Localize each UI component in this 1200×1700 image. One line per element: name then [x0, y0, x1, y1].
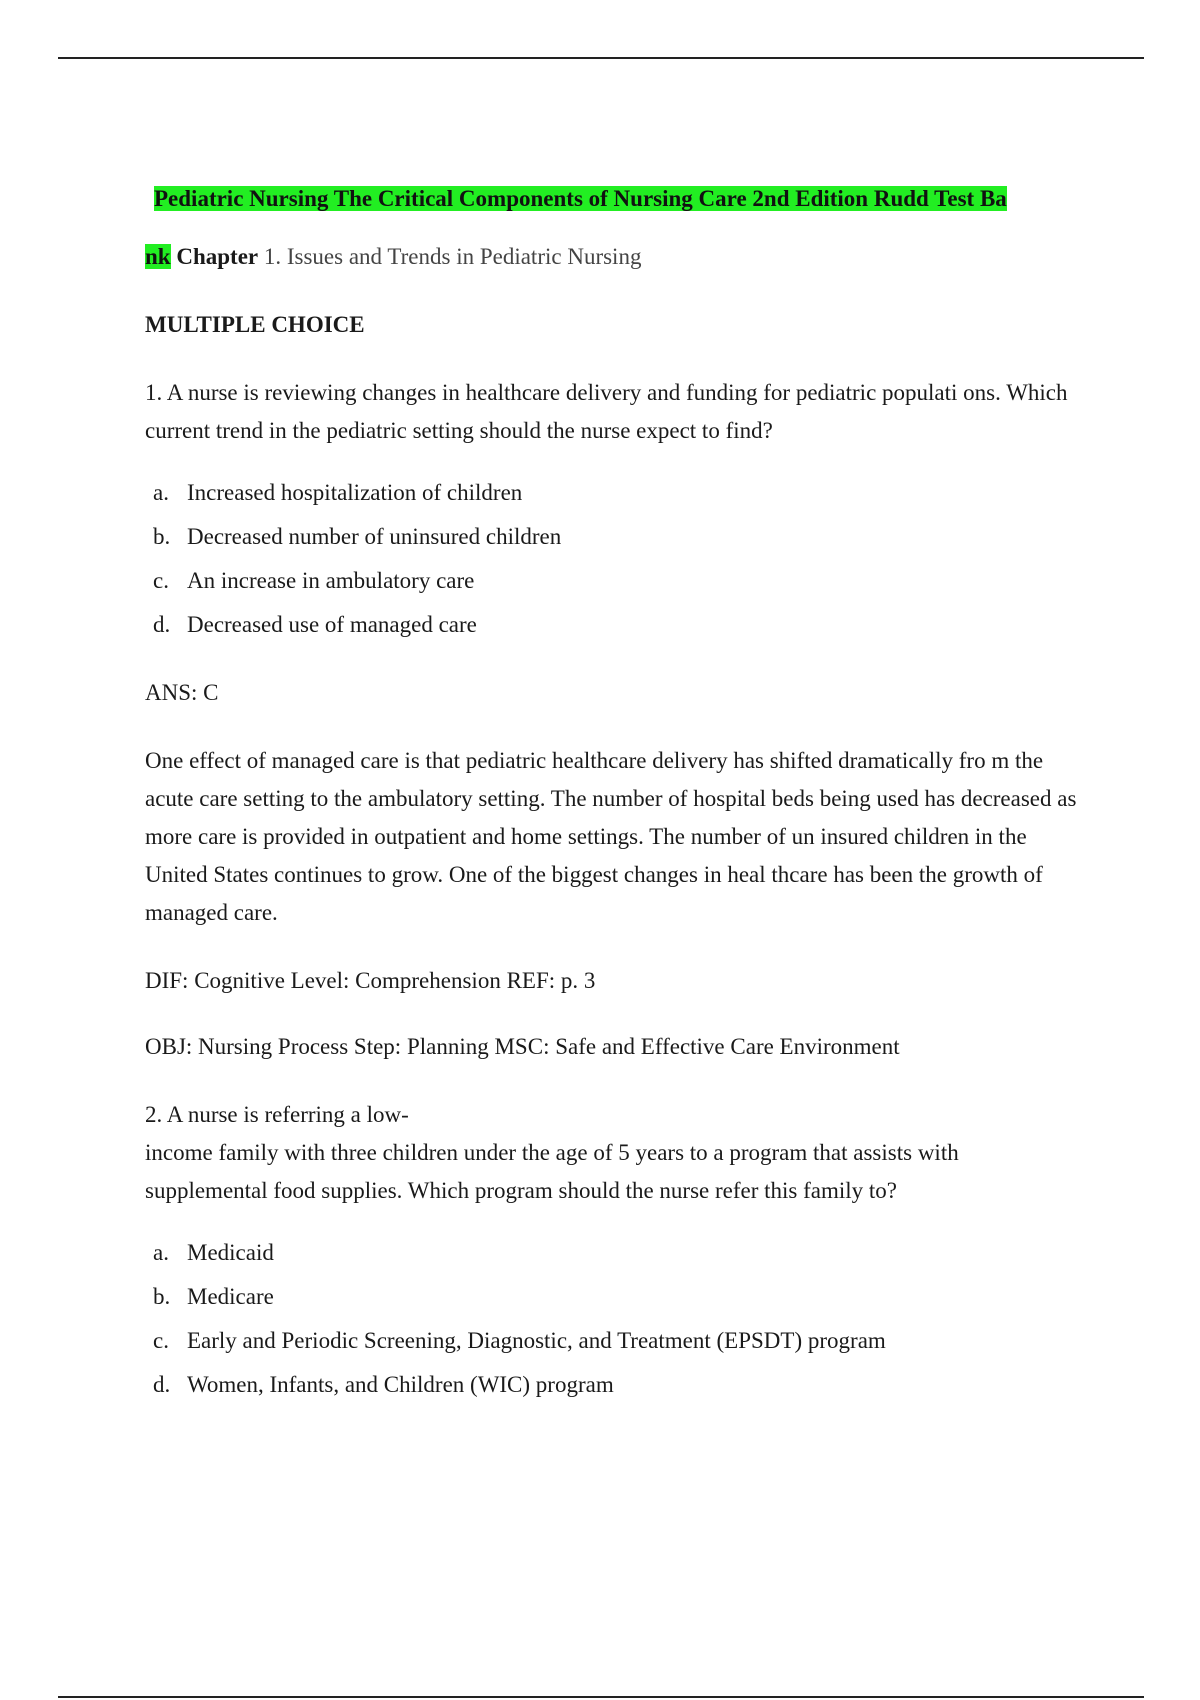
option-text: Decreased use of managed care: [187, 612, 477, 637]
question-1-options: [145, 474, 1085, 644]
question-1-rationale: One effect of managed care is that pediatric healthcare delivery has shifted dramatically fro m the acute care setting to the ambulatory setting. The number of hospital beds being used has decreased as more care is provided in outpatient and home settings. The number of un insured children in the United States continues to grow. One of the biggest changes in heal thcare has been the growth of managed care.: [145, 748, 1077, 925]
question-2-options: [145, 1234, 1085, 1404]
option-letter: c.: [153, 568, 169, 593]
option-item: [145, 1278, 1085, 1316]
chapter-line: [145, 238, 1085, 276]
document-body: [145, 180, 1085, 1410]
option-letter: d.: [153, 1372, 171, 1397]
question-1-answer: ANS: C: [145, 680, 219, 705]
option-item: [145, 606, 1085, 644]
option-item: [145, 1322, 1085, 1360]
title-highlight: Pediatric Nursing The Critical Components of Nursing Care 2nd Edition Rudd Test Ba: [154, 186, 1007, 211]
option-text: Medicare: [187, 1284, 274, 1309]
question-2-stem-line2: income family with three children under the age of 5 years to a program that assists with supplemental food supplies. Which program should the nurse refer this family to?: [145, 1140, 959, 1203]
bottom-rule: [58, 1696, 1144, 1698]
option-text: Medicaid: [187, 1240, 274, 1265]
option-letter: b.: [153, 524, 171, 549]
option-text: Women, Infants, and Children (WIC) program: [187, 1372, 614, 1397]
document-title: [154, 180, 1085, 218]
option-letter: a.: [153, 1240, 169, 1265]
option-item: [145, 1366, 1085, 1404]
option-letter: b.: [153, 1284, 171, 1309]
option-letter: c.: [153, 1328, 169, 1353]
question-1-dif-ref: DIF: Cognitive Level: Comprehension REF: p. 3: [145, 968, 596, 993]
question-2-stem: [145, 1096, 1085, 1210]
option-letter: a.: [153, 480, 169, 505]
question-1-stem: 1. A nurse is reviewing changes in healthcare delivery and funding for pediatric populati ons. Which current trend in the pediatric setting should the nurse expect to find?: [145, 380, 1068, 443]
option-text: Increased hospitalization of children: [187, 480, 523, 505]
question-1-obj-msc: OBJ: Nursing Process Step: Planning MSC: Safe and Effective Care Environment: [145, 1034, 900, 1059]
option-item: [145, 518, 1085, 556]
option-item: [145, 1234, 1085, 1272]
option-item: [145, 562, 1085, 600]
top-rule: [58, 57, 1144, 59]
option-item: [145, 474, 1085, 512]
option-letter: d.: [153, 612, 171, 637]
option-text: Early and Periodic Screening, Diagnostic, and Treatment (EPSDT) program: [187, 1328, 886, 1353]
section-heading: MULTIPLE CHOICE: [145, 312, 365, 337]
chapter-title: 1. Issues and Trends in Pediatric Nursing: [263, 244, 642, 269]
title-highlight-continued: nk: [145, 244, 171, 269]
option-text: An increase in ambulatory care: [187, 568, 475, 593]
question-2-stem-line1: 2. A nurse is referring a low-: [145, 1102, 409, 1127]
option-text: Decreased number of uninsured children: [187, 524, 562, 549]
chapter-label: Chapter: [176, 244, 259, 269]
